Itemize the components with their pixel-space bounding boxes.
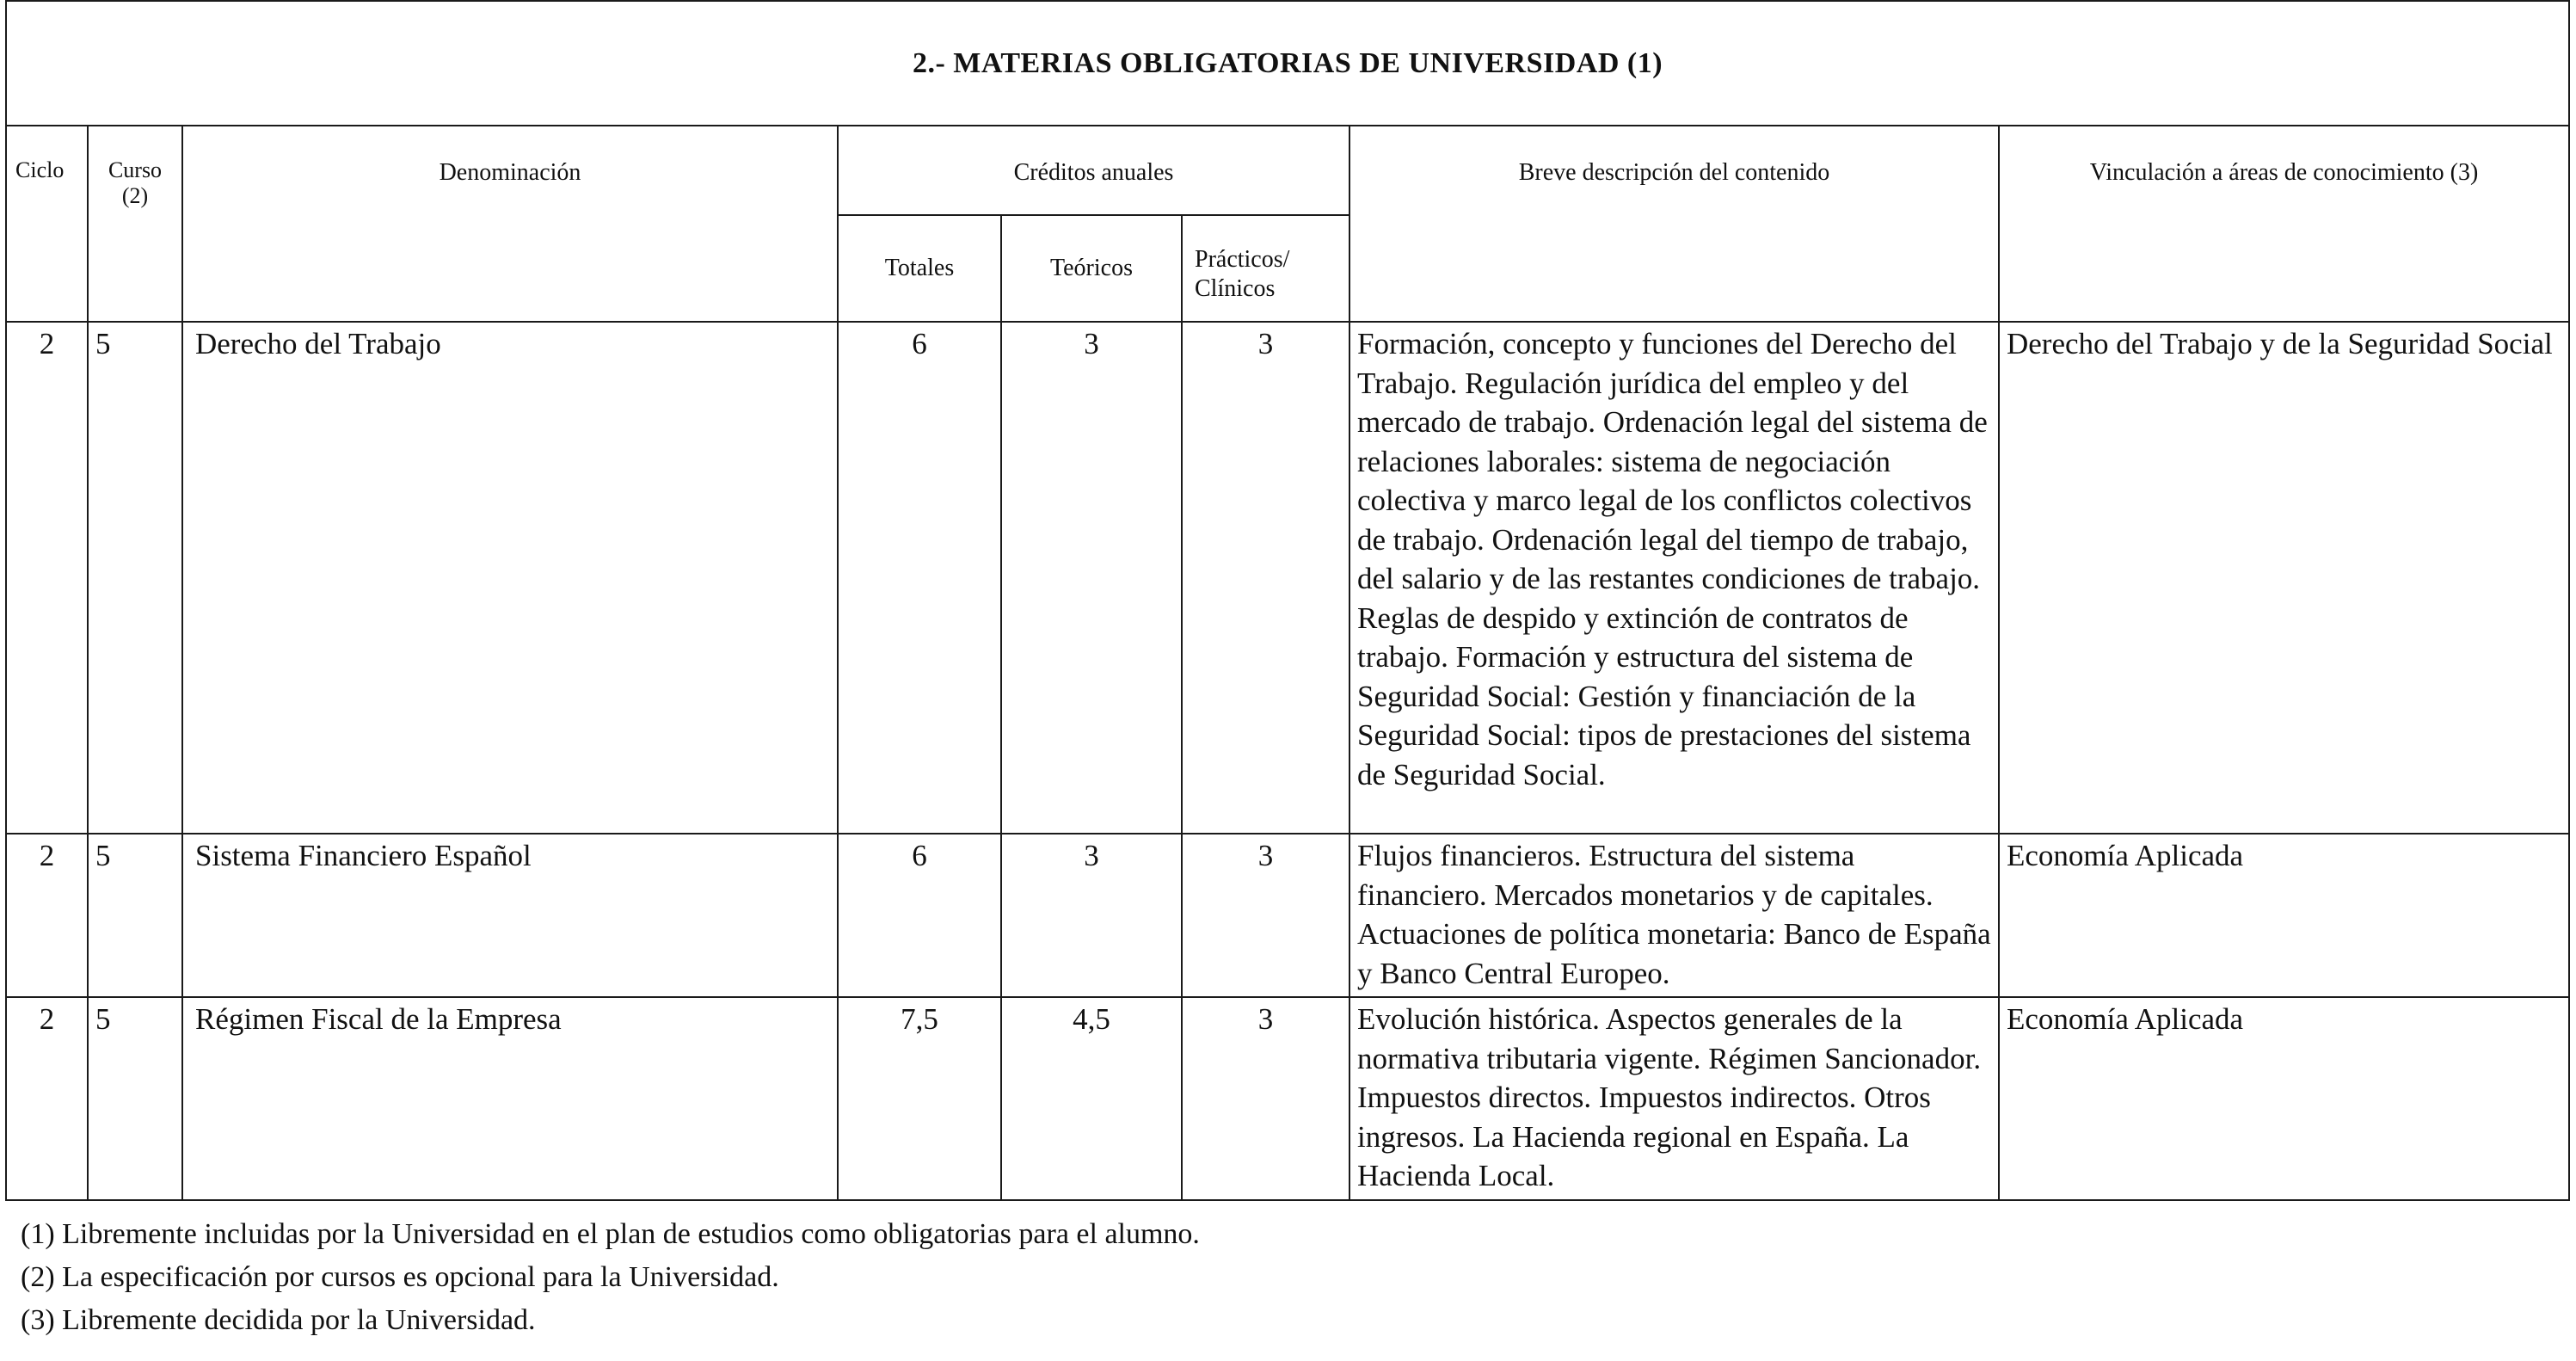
- cell-descripcion: Evolución histórica. Aspectos generales de la normativa tributaria vigente. Régimen Sancionador. Impuestos directos. Impuestos indirectos. Otros ingresos. La Hacienda regional en España. La Hacienda Local.: [1349, 997, 1999, 1200]
- footnotes: [21, 1213, 1200, 1342]
- header-row-1: [6, 126, 2569, 215]
- cell-denominacion: Sistema Financiero Español: [182, 834, 838, 997]
- footnote-1: (1) Libremente incluidas por la Universidad en el plan de estudios como obligatorias para el alumno.: [21, 1218, 1200, 1250]
- header-clinicos-label: Clínicos: [1195, 275, 1276, 302]
- cell-ciclo: 2: [6, 834, 88, 997]
- header-denominacion: Denominación: [182, 126, 838, 322]
- title-row: [6, 1, 2569, 126]
- cell-curso: 5: [88, 834, 182, 997]
- cell-descripcion: Formación, concepto y funciones del Derecho del Trabajo. Regulación jurídica del empleo y del mercado de trabajo. Ordenación legal del sistema de relaciones laborales: sistema de negociación colectiva y marco legal de los conflictos colectivos de trabajo. Ordenación legal del tiempo de trabajo, del salario y de las restantes condiciones de trabajo. Reglas de despido y extinción de contratos de trabajo. Formación y estructura del sistema de Seguridad Social: Gestión y financiación de la Seguridad Social: tipos de prestaciones del sistema de Seguridad Social.: [1349, 322, 1999, 834]
- table-row: [6, 322, 2569, 834]
- subjects-table: [5, 0, 2570, 1201]
- table-row: [6, 834, 2569, 997]
- header-totales: Totales: [838, 215, 1001, 322]
- header-vinculacion: Vinculación a áreas de conocimiento (3): [1999, 126, 2569, 322]
- header-creditos: Créditos anuales: [838, 126, 1349, 215]
- header-practicos-label: Prácticos/: [1195, 246, 1290, 273]
- cell-vinculacion: Economía Aplicada: [1999, 997, 2569, 1200]
- cell-practicos: 3: [1182, 997, 1349, 1200]
- cell-totales: 6: [838, 322, 1001, 834]
- footnote-3: (3) Libremente decidida por la Universidad.: [21, 1304, 536, 1336]
- cell-teoricos: 3: [1001, 834, 1182, 997]
- cell-ciclo: 2: [6, 322, 88, 834]
- header-curso-label: Curso: [108, 157, 163, 182]
- cell-practicos: 3: [1182, 322, 1349, 834]
- header-ciclo-label: Ciclo: [15, 157, 65, 182]
- cell-denominacion: Régimen Fiscal de la Empresa: [182, 997, 838, 1200]
- cell-totales: 6: [838, 834, 1001, 997]
- table-title: 2.- MATERIAS OBLIGATORIAS DE UNIVERSIDAD (1): [6, 1, 2569, 126]
- header-descripcion: Breve descripción del contenido: [1349, 126, 1999, 322]
- header-curso: [88, 126, 182, 322]
- header-teoricos: Teóricos: [1001, 215, 1182, 322]
- cell-descripcion: Flujos financieros. Estructura del sistema financiero. Mercados monetarios y de capitales. Actuaciones de política monetaria: Banco de España y Banco Central Europeo.: [1349, 834, 1999, 997]
- cell-vinculacion: Derecho del Trabajo y de la Seguridad Social: [1999, 322, 2569, 834]
- header-curso-note: (2): [121, 183, 149, 208]
- header-practicos: [1182, 215, 1349, 322]
- cell-teoricos: 4,5: [1001, 997, 1182, 1200]
- cell-denominacion: Derecho del Trabajo: [182, 322, 838, 834]
- footnote-2: (2) La especificación por cursos es opcional para la Universidad.: [21, 1261, 779, 1293]
- cell-curso: 5: [88, 322, 182, 834]
- cell-teoricos: 3: [1001, 322, 1182, 834]
- cell-curso: 5: [88, 997, 182, 1200]
- table-row: [6, 997, 2569, 1200]
- cell-practicos: 3: [1182, 834, 1349, 997]
- cell-totales: 7,5: [838, 997, 1001, 1200]
- cell-vinculacion: Economía Aplicada: [1999, 834, 2569, 997]
- header-ciclo: [6, 126, 88, 322]
- cell-ciclo: 2: [6, 997, 88, 1200]
